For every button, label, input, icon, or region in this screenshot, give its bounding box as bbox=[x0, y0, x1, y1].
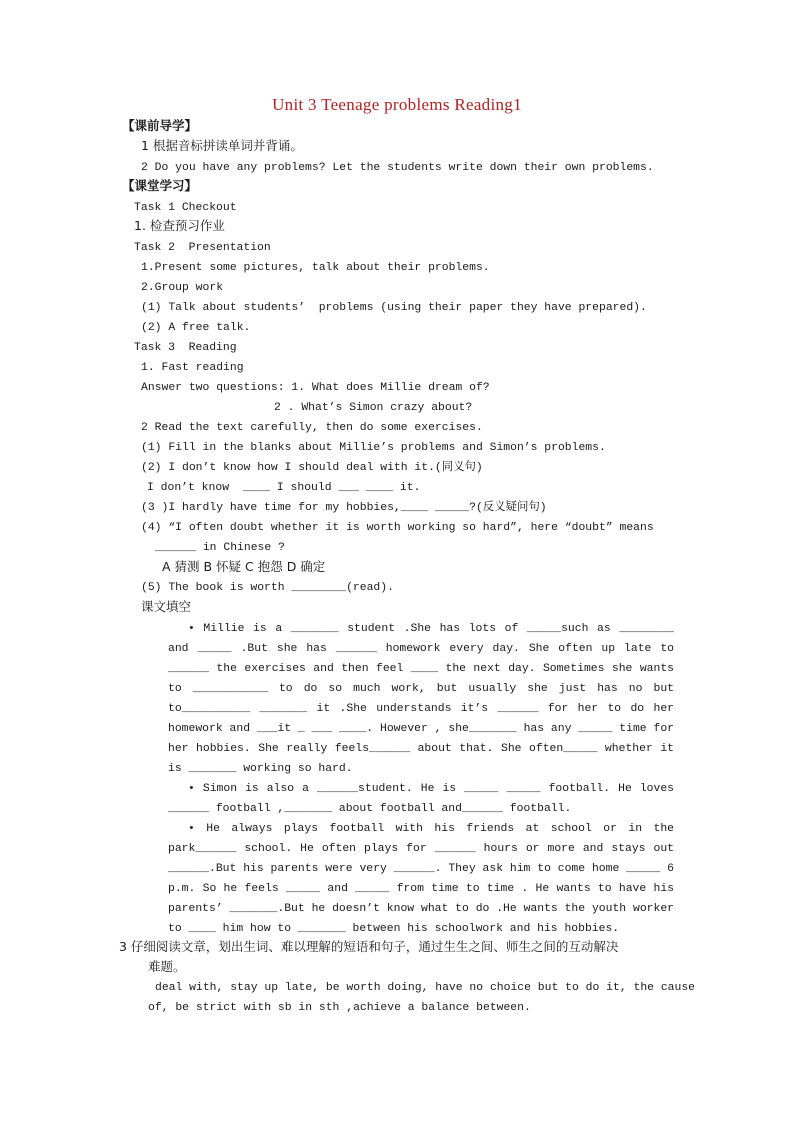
exercise-4-blank: ______ in Chinese ? bbox=[155, 542, 285, 554]
fill-paragraph-millie: • Millie is a _______ student .She has lots of _____such as ________ and _____ .But she has ______ homework every day. She often up late to ______ the exercises and then feel ____ the next day. Sometimes she wants to ___________ to do so much work, but usually she just has no but to__________ _______ it .She understands it’s ______ for her to do her homework and ___it _ ___ ____. However , she_______ has any _____ time for her hobbies. She really feels______ about that. She often_____ whether it is _______ working so hard. bbox=[168, 623, 674, 775]
class-header: 【课堂学习】 bbox=[122, 178, 198, 193]
task3-item-3: 3 仔细阅读文章，划出生词、难以理解的短语和句子，通过生生之间、师生之间的互动解决 bbox=[119, 939, 619, 954]
preview-item-1: 1 根据音标拼读单词并背诵。 bbox=[141, 138, 303, 153]
exercise-3: (3 )I hardly have time for my hobbies,____ _____?(反义疑问句) bbox=[141, 502, 547, 514]
exercise-2: (2) I don’t know how I should deal with it.(同义句) bbox=[141, 462, 483, 474]
exercise-4: (4) “I often doubt whether it is worth working so hard”, here “doubt” means bbox=[141, 522, 654, 534]
task2-item-2b: (2) A free talk. bbox=[141, 322, 251, 334]
task3-item-1: 1. Fast reading bbox=[141, 362, 244, 374]
fill-paragraph-football: • He always plays football with his friends at school or in the park______ school. He often plays for ______ hours or more and stays out ______.But his parents were very ______. They ask him to come home _____ 6 p.m. So he feels _____ and _____ from time to time . He wants to have his parents’ _______.But he doesn’t know what to do .He wants the youth worker to ____ him how to _______ between his schoolwork and his hobbies. bbox=[168, 823, 674, 935]
task2-item-1: 1.Present some pictures, talk about their problems. bbox=[141, 262, 490, 274]
task3-question-2: 2 . What’s Simon crazy about? bbox=[274, 402, 473, 414]
page-title: Unit 3 Teenage problems Reading1 bbox=[272, 95, 522, 114]
task1-heading: Task 1 Checkout bbox=[134, 202, 237, 214]
task3-heading: Task 3 Reading bbox=[134, 342, 237, 354]
task2-item-2: 2.Group work bbox=[141, 282, 224, 294]
task3-question-1: Answer two questions: 1. What does Millie dream of? bbox=[141, 382, 490, 394]
fill-paragraph-simon: • Simon is also a ______student. He is _____ _____ football. He loves ______ football ,_______ about football and______ football. bbox=[168, 783, 674, 815]
task2-item-2a: (1) Talk about students’ problems (using their paper they have prepared). bbox=[141, 302, 647, 314]
preview-header: 【课前导学】 bbox=[122, 118, 198, 133]
task3-item-2: 2 Read the text carefully, then do some exercises. bbox=[141, 422, 483, 434]
task3-item-3-cont: 难题。 bbox=[148, 959, 186, 974]
exercise-5: (5) The book is worth ________(read). bbox=[141, 582, 394, 594]
task1-item: 1. 检查预习作业 bbox=[134, 218, 225, 233]
key-phrases-line-2: of, be strict with sb in sth ,achieve a balance between. bbox=[148, 1002, 531, 1014]
task2-heading: Task 2 Presentation bbox=[134, 242, 271, 254]
exercise-2-blanks: I don’t know ____ I should ___ ____ it. bbox=[147, 482, 421, 494]
preview-item-2: 2 Do you have any problems? Let the students write down their own problems. bbox=[141, 162, 654, 174]
fill-header: 课文填空 bbox=[141, 599, 192, 614]
exercise-4-options: A 猜测 B 怀疑 C 抱怨 D 确定 bbox=[162, 559, 326, 574]
exercise-1: (1) Fill in the blanks about Millie’s problems and Simon’s problems. bbox=[141, 442, 606, 454]
key-phrases-line-1: deal with, stay up late, be worth doing, have no choice but to do it, the cause bbox=[155, 982, 696, 994]
